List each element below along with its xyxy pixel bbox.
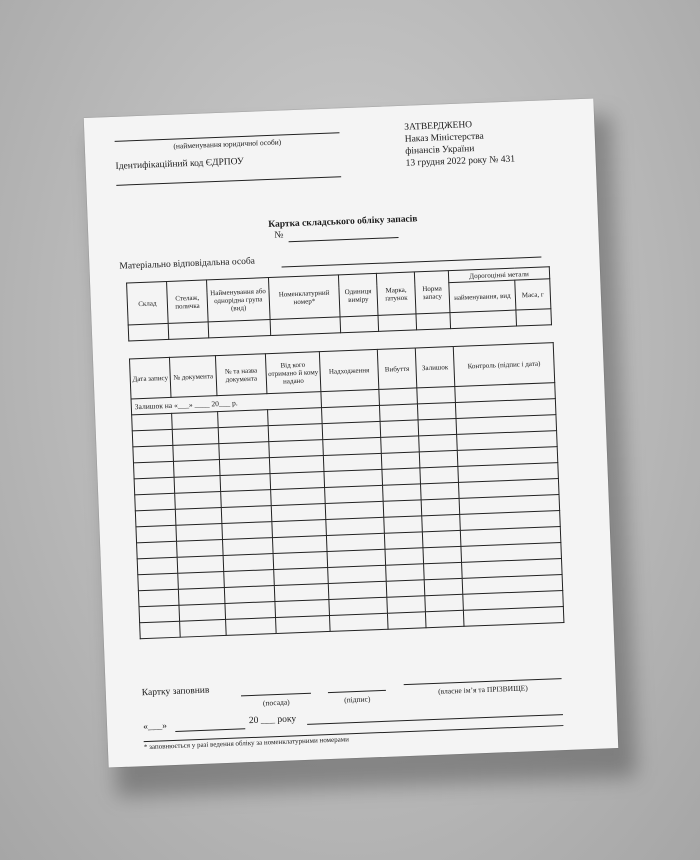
table-cell[interactable] [177, 540, 224, 558]
table-cell[interactable] [218, 410, 269, 428]
approved-title: ЗАТВЕРДЖЕНО [404, 120, 473, 133]
header-rack: Стелаж, поличка [167, 280, 209, 324]
header-norm: Норма запасу [414, 271, 450, 314]
table-cell[interactable] [421, 482, 460, 499]
table-cell[interactable] [137, 541, 178, 559]
header-control: Контроль (підпис і дата) [453, 343, 554, 387]
table-cell[interactable] [225, 602, 276, 620]
table-cell[interactable] [383, 500, 422, 517]
header-precious-metals: Дорогоцінні метали [448, 267, 549, 283]
header-doc-number: № документа [169, 356, 217, 398]
table-cell[interactable] [419, 450, 458, 467]
header-date: Дата запису [129, 357, 171, 399]
table-cell[interactable] [387, 612, 426, 629]
table-cell[interactable] [222, 538, 273, 556]
header-issue: Вибуття [377, 348, 417, 389]
table-cell[interactable] [135, 509, 176, 527]
table-cell[interactable] [134, 477, 175, 495]
document-sheet [84, 98, 619, 767]
table-cell[interactable] [421, 498, 460, 515]
approved-block [404, 118, 515, 170]
header-unit: Одиниця виміру [338, 273, 378, 316]
table-cell[interactable] [422, 514, 461, 531]
table-cell[interactable] [128, 323, 169, 341]
item-info-table [126, 266, 552, 341]
table-cell[interactable] [419, 434, 458, 451]
approved-line-3: 13 грудня 2022 року № 431 [405, 154, 516, 169]
table-cell[interactable] [221, 506, 272, 524]
table-cell[interactable] [381, 452, 420, 469]
header-item-name: Найменування або однорідна група (вид) [207, 278, 271, 322]
table-cell[interactable] [417, 386, 456, 403]
number-sign: № [274, 230, 284, 241]
footnote-separator [144, 725, 564, 742]
approved-line-2: фінансів України [405, 144, 475, 157]
table-cell[interactable] [137, 557, 178, 575]
table-cell[interactable] [381, 436, 420, 453]
edrpou-label: Ідентифікаційний код ЄДРПОУ [115, 156, 244, 172]
edrpou-line [116, 176, 341, 186]
table-cell[interactable] [418, 418, 457, 435]
table-cell[interactable] [173, 460, 220, 478]
table-cell[interactable] [463, 606, 564, 626]
table-cell[interactable] [329, 613, 388, 631]
table-cell[interactable] [208, 320, 271, 338]
table-cell[interactable] [179, 603, 226, 621]
table-cell[interactable] [222, 522, 273, 540]
signature-caption: (підпис) [343, 694, 371, 705]
header-grade: Марка, ґатунок [376, 272, 416, 315]
table-cell[interactable] [180, 619, 227, 637]
table-cell[interactable] [386, 580, 425, 597]
table-cell[interactable] [175, 492, 222, 510]
table-cell[interactable] [139, 605, 180, 623]
footnote: * заповнюється у разі ведення обліку за номенклатурними номерами [143, 735, 350, 752]
date-prefix: «___» [142, 721, 168, 733]
table-cell[interactable] [378, 314, 417, 331]
table-cell[interactable] [417, 402, 456, 419]
table-cell[interactable] [174, 476, 221, 494]
table-cell[interactable] [516, 309, 552, 326]
date-year: 20 ___ року [248, 714, 297, 727]
approved-line-1: Наказ Міністерства [404, 131, 484, 145]
table-cell[interactable] [384, 532, 423, 549]
header-precious-mass: Маса, г [515, 279, 551, 310]
table-cell[interactable] [382, 468, 421, 485]
signature-line [328, 690, 386, 693]
table-cell[interactable] [132, 429, 173, 447]
table-cell[interactable] [424, 562, 463, 579]
table-cell[interactable] [138, 573, 179, 591]
document-title: Картка складського обліку запасів [268, 214, 418, 231]
table-cell[interactable] [422, 530, 461, 547]
header-warehouse: Склад [127, 281, 169, 325]
table-cell[interactable] [424, 578, 463, 595]
table-cell[interactable] [224, 570, 275, 588]
table-cell[interactable] [221, 490, 272, 508]
table-cell[interactable] [423, 546, 462, 563]
balance-row-label: Залишок на «___» ____ 20___ р. [131, 392, 321, 415]
table-cell[interactable] [220, 474, 271, 492]
table-cell[interactable] [379, 388, 418, 405]
table-cell[interactable] [219, 458, 270, 476]
table-cell[interactable] [219, 442, 270, 460]
responsible-line [282, 257, 542, 268]
table-cell[interactable] [135, 493, 176, 511]
table-cell[interactable] [224, 586, 275, 604]
header-nomenclature: Номенклатурний номер* [268, 275, 340, 320]
full-name-caption: (власне ім’я та ПРІЗВИЩЕ) [437, 683, 528, 696]
table-cell[interactable] [387, 596, 426, 613]
table-cell[interactable] [226, 618, 277, 636]
table-cell[interactable] [416, 313, 451, 330]
table-cell[interactable] [379, 404, 418, 421]
table-cell[interactable] [140, 621, 181, 639]
number-line [289, 237, 399, 242]
responsible-label: Матеріально відповідальна особа [119, 256, 256, 272]
table-cell[interactable] [133, 445, 174, 463]
header-balance: Залишок [415, 347, 455, 388]
position-line [241, 693, 311, 697]
table-cell[interactable] [383, 484, 422, 501]
header-doc-name: № та назва документа [215, 354, 266, 396]
table-cell[interactable] [420, 466, 459, 483]
filled-by-label: Картку заповнив [141, 685, 210, 699]
table-cell[interactable] [172, 428, 219, 446]
header-from-whom: Від кого отримано й кому надано [265, 352, 320, 394]
date-trailing-line [307, 714, 563, 725]
table-cell[interactable] [168, 322, 209, 340]
table-cell[interactable] [178, 571, 225, 589]
date-day-line [175, 728, 245, 732]
table-cell[interactable] [133, 461, 174, 479]
table-cell[interactable] [172, 412, 219, 430]
table-cell[interactable] [176, 524, 223, 542]
table-cell[interactable] [386, 564, 425, 581]
org-name-caption: (найменування юридичної особи) [173, 137, 282, 151]
table-cell[interactable] [385, 548, 424, 565]
table-cell[interactable] [218, 426, 269, 444]
position-caption: (посада) [262, 697, 290, 708]
ledger-table [129, 342, 564, 639]
table-cell[interactable] [425, 610, 464, 627]
table-cell[interactable] [276, 615, 331, 633]
table-cell[interactable] [132, 413, 173, 431]
table-cell[interactable] [173, 444, 220, 462]
header-receipt: Надходження [319, 349, 378, 391]
table-cell[interactable] [178, 587, 225, 605]
table-cell[interactable] [175, 508, 222, 526]
table-cell[interactable] [384, 516, 423, 533]
table-cell[interactable] [425, 594, 464, 611]
table-cell[interactable] [223, 554, 274, 572]
table-cell[interactable] [450, 310, 517, 329]
table-cell[interactable] [177, 555, 224, 573]
table-cell[interactable] [136, 525, 177, 543]
table-cell[interactable] [270, 317, 341, 336]
table-cell[interactable] [340, 315, 379, 332]
table-cell[interactable] [380, 420, 419, 437]
header-precious-name: найменування, вид [449, 280, 516, 313]
table-cell[interactable] [138, 589, 179, 607]
